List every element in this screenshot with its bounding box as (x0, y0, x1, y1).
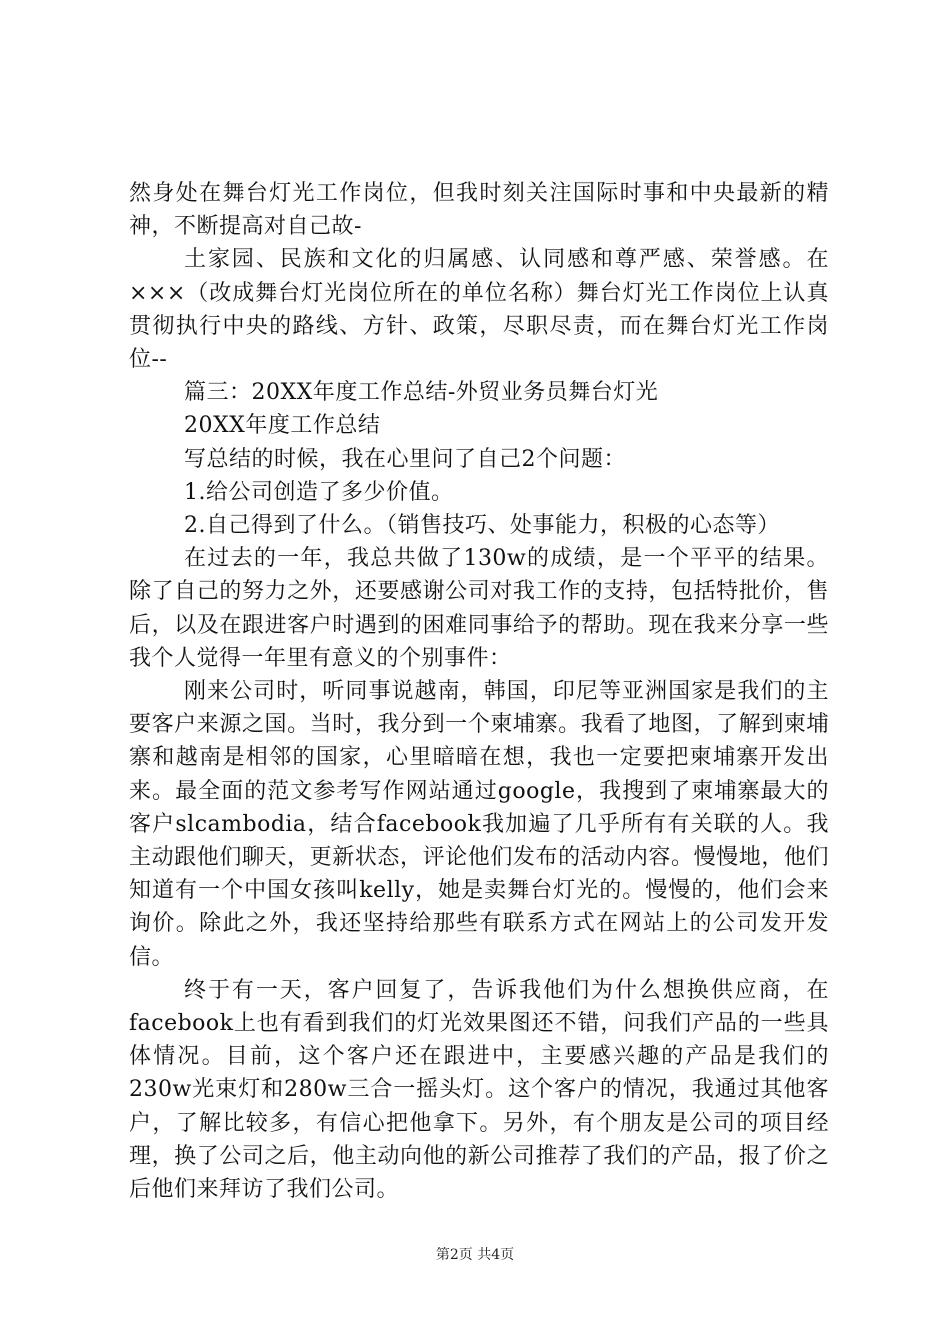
paragraph: 土家园、民族和文化的归属感、认同感和尊严感、荣誉感。在×××（改成舞台灯光岗位所在的单位名称）舞台灯光工作岗位上认真贯彻执行中央的路线、方针、政策，尽职尽责，而在舞台灯光工作岗位-- (129, 247, 829, 373)
document-body (129, 177, 829, 1206)
paragraph: 写总结的时候，我在心里问了自己2个问题： (184, 446, 626, 472)
section-heading: 篇三：20XX年度工作总结-外贸业务员舞台灯光 (184, 380, 659, 406)
list-item: 1.给公司创造了多少价值。 (184, 479, 454, 505)
page-number-footer: 第2页 共4页 (435, 1247, 515, 1263)
section-subheading: 20XX年度工作总结 (184, 413, 381, 439)
paragraph: 终于有一天，客户回复了，告诉我他们为什么想换供应商，在facebook上也有看到我们的灯光效果图还不错，问我们产品的一些具体情况。目前，这个客户还在跟进中，主要感兴趣的产品是我们的230w光束灯和280w三合一摇头灯。这个客户的情况，我通过其他客户，了解比较多，有信心把他拿下。另外，有个朋友是公司的项目经理，换了公司之后，他主动向他的新公司推荐了我们的产品，报了价之后他们来拜访了我们公司。 (129, 977, 829, 1203)
paragraph: 刚来公司时，听同事说越南，韩国，印尼等亚洲国家是我们的主要客户来源之国。当时，我分到一个柬埔寨。我看了地图，了解到柬埔寨和越南是相邻的国家，心里暗暗在想，我也一定要把柬埔寨开发出来。最全面的范文参考写作网站通过google，我搜到了柬埔寨最大的客户slcambodia，结合facebook我加遍了几乎所有有关联的人。我主动跟他们聊天，更新状态，评论他们发布的活动内容。慢慢地，他们知道有一个中国女孩叫kelly，她是卖舞台灯光的。慢慢的，他们会来询价。除此之外，我还坚持给那些有联系方式在网站上的公司发开发信。 (129, 679, 829, 970)
list-item: 2.自己得到了什么。（销售技巧、处事能力，积极的心态等） (184, 513, 780, 539)
paragraph: 然身处在舞台灯光工作岗位，但我时刻关注国际时事和中央最新的精神，不断提高对自己故- (129, 181, 829, 240)
paragraph: 在过去的一年，我总共做了130w的成绩，是一个平平的结果。除了自己的努力之外，还要感谢公司对我工作的支持，包括特批价，售后，以及在跟进客户时遇到的困难同事给予的帮助。现在我来分享一些我个人觉得一年里有意义的个别事件： (129, 546, 829, 671)
